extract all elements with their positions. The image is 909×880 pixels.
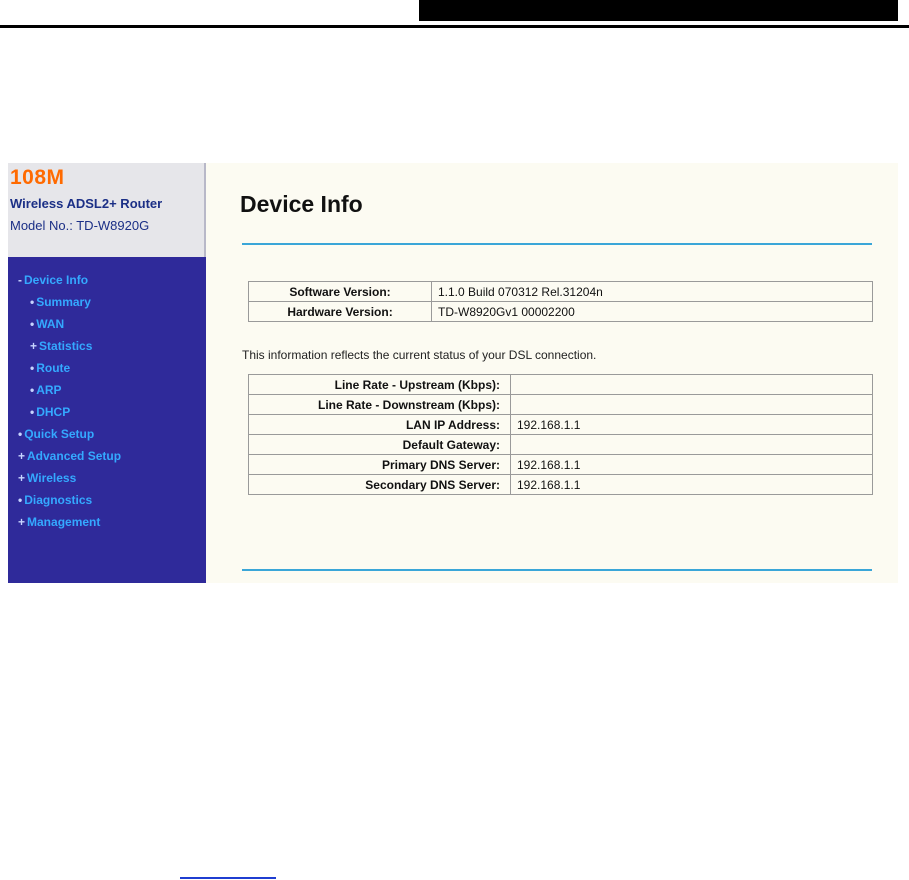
sidebar-item-wan[interactable] bbox=[30, 317, 64, 331]
table-row bbox=[249, 475, 873, 495]
lan-ip-value: 192.168.1.1 bbox=[511, 415, 873, 435]
bullet-icon: • bbox=[30, 405, 35, 419]
table-row bbox=[249, 435, 873, 455]
sidebar-item-quick-setup[interactable] bbox=[18, 427, 94, 441]
software-version-label: Software Version: bbox=[249, 282, 432, 302]
table-row bbox=[249, 375, 873, 395]
sidebar-item-label: Route bbox=[36, 361, 71, 375]
secondary-dns-value: 192.168.1.1 bbox=[511, 475, 873, 495]
primary-dns-label: Primary DNS Server: bbox=[249, 455, 511, 475]
brand-speed: 108M bbox=[10, 166, 65, 189]
expand-icon: + bbox=[18, 449, 26, 463]
expand-icon: + bbox=[30, 339, 38, 353]
sidebar-item-summary[interactable] bbox=[30, 295, 91, 309]
primary-dns-value: 192.168.1.1 bbox=[511, 455, 873, 475]
upstream-rate-value bbox=[511, 375, 873, 395]
sidebar-item-device-info[interactable] bbox=[18, 273, 88, 287]
table-row bbox=[249, 395, 873, 415]
expand-icon: + bbox=[18, 471, 26, 485]
sidebar-item-route[interactable] bbox=[30, 361, 70, 375]
collapse-icon: - bbox=[18, 273, 22, 287]
table-row bbox=[249, 455, 873, 475]
bullet-icon: • bbox=[18, 493, 23, 507]
software-version-value: 1.1.0 Build 070312 Rel.31204n bbox=[432, 282, 873, 302]
page-title: Device Info bbox=[240, 191, 363, 217]
sidebar-nav bbox=[8, 257, 206, 583]
lan-ip-label: LAN IP Address: bbox=[249, 415, 511, 435]
upstream-rate-label: Line Rate - Upstream (Kbps): bbox=[249, 375, 511, 395]
divider bbox=[242, 243, 872, 245]
hardware-version-label: Hardware Version: bbox=[249, 302, 432, 322]
sidebar-item-statistics[interactable] bbox=[30, 339, 92, 353]
main-panel bbox=[206, 163, 898, 583]
table-row bbox=[249, 282, 873, 302]
brand-model-number: Model No.: TD-W8920G bbox=[10, 218, 150, 233]
divider bbox=[242, 569, 872, 571]
sidebar-item-label: Statistics bbox=[39, 339, 93, 353]
bullet-icon: • bbox=[18, 427, 23, 441]
sidebar-item-label: Quick Setup bbox=[24, 427, 95, 441]
router-web-ui bbox=[8, 163, 898, 583]
bullet-icon: • bbox=[30, 361, 35, 375]
sidebar-item-label: ARP bbox=[36, 383, 62, 397]
sidebar-item-label: Advanced Setup bbox=[27, 449, 122, 463]
downstream-rate-label: Line Rate - Downstream (Kbps): bbox=[249, 395, 511, 415]
hardware-version-value: TD-W8920Gv1 00002200 bbox=[432, 302, 873, 322]
downstream-rate-value bbox=[511, 395, 873, 415]
expand-icon: + bbox=[18, 515, 26, 529]
header-black-bar bbox=[419, 0, 898, 21]
sidebar-item-arp[interactable] bbox=[30, 383, 62, 397]
brand-product-name: Wireless ADSL2+ Router bbox=[10, 196, 163, 211]
bullet-icon: • bbox=[30, 383, 35, 397]
table-row bbox=[249, 415, 873, 435]
sidebar-item-label: Summary bbox=[36, 295, 91, 309]
sidebar-item-label: Management bbox=[27, 515, 101, 529]
version-table bbox=[248, 281, 873, 322]
sidebar-item-label: WAN bbox=[36, 317, 65, 331]
sidebar-item-label: Wireless bbox=[27, 471, 77, 485]
brand-panel bbox=[8, 163, 206, 257]
secondary-dns-label: Secondary DNS Server: bbox=[249, 475, 511, 495]
sidebar-item-advanced-setup[interactable] bbox=[18, 449, 121, 463]
sidebar-item-label: Device Info bbox=[24, 273, 89, 287]
sidebar-item-diagnostics[interactable] bbox=[18, 493, 92, 507]
sidebar-item-label: DHCP bbox=[36, 405, 71, 419]
link-underline bbox=[180, 877, 276, 879]
bullet-icon: • bbox=[30, 295, 35, 309]
status-note: This information reflects the current status of your DSL connection. bbox=[242, 348, 597, 362]
header-rule bbox=[0, 25, 909, 28]
status-table bbox=[248, 374, 873, 495]
table-row bbox=[249, 302, 873, 322]
bullet-icon: • bbox=[30, 317, 35, 331]
default-gateway-value bbox=[511, 435, 873, 455]
sidebar-item-label: Diagnostics bbox=[24, 493, 93, 507]
sidebar-item-wireless[interactable] bbox=[18, 471, 76, 485]
default-gateway-label: Default Gateway: bbox=[249, 435, 511, 455]
sidebar-item-management[interactable] bbox=[18, 515, 100, 529]
sidebar-item-dhcp[interactable] bbox=[30, 405, 70, 419]
